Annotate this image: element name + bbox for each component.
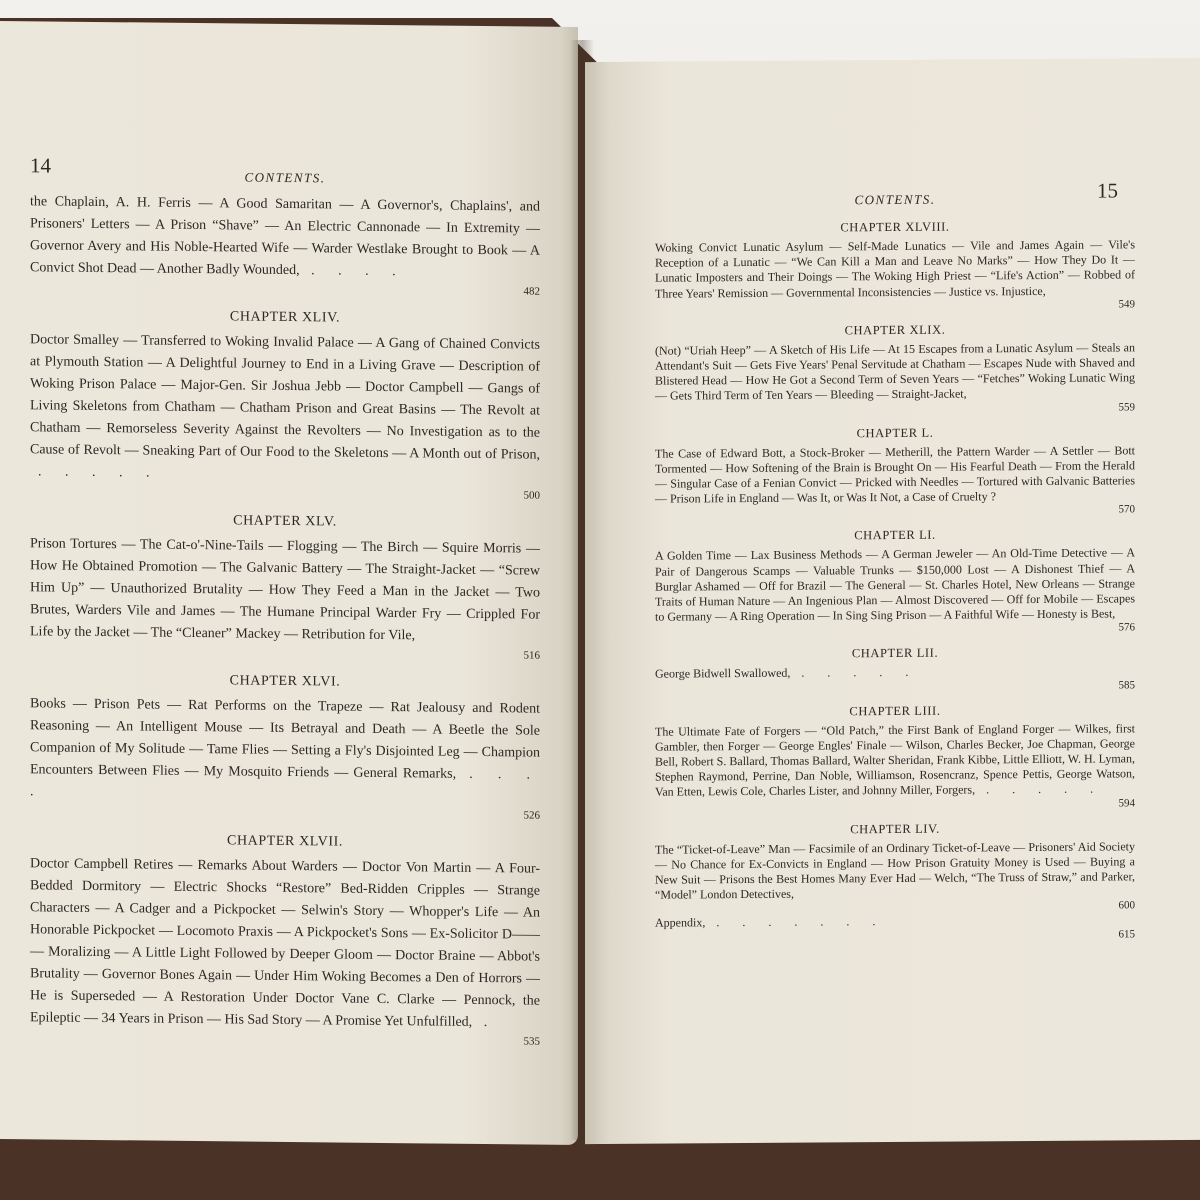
page-number-left: 14 bbox=[30, 153, 51, 178]
entry-text: A Golden Time — Lax Business Methods — A German Jeweler — An Old-Time Detective — A Pair of Dangerous Scamps — Valuable Trunks — $150,000 Lost — A Dishonest Thief — A Burglar Ashamed — Off for Brazil — The General — St. Charles Hotel, New Orleans — Strange Traits of Human Nature — An Ingenious Plan — Almost Discovered — Off for Mobile — Escapes to Germany — A Ring Operation — In Sing Sing Prison — A Faithful Wife — Honesty is Best, bbox=[655, 545, 1135, 624]
entry-text: The Case of Edward Bott, a Stock-Broker — Metherill, the Pattern Warder — A Settler — Bott Tormented — How Softening of the Brain is Brought On — His Fearful Death — From the Herald — Singular Case of a Fenian Convict — Pricked with Needles — Tortured with Galvanic Batteries — Prison Life in England — Was It, or Was It Not, a Case of Cruelty ? bbox=[655, 442, 1135, 506]
left-page bbox=[0, 21, 578, 1145]
entry-text: (Not) “Uriah Heep” — A Sketch of His Life — At 15 Escapes from a Lunatic Asylum — Steals an Attendant's Suit — Gets Five Years' Penal Servitude at Chatham — Escapes Nude with Shaved and Blistered Head — How He Got a Second Term of Seven Years — “Fetches” Woking Lunatic Wing — Gets Third Term of Ten Years — Bleeding — Straight-Jacket, bbox=[655, 340, 1135, 404]
chapter-heading: CHAPTER XLVI. bbox=[229, 673, 341, 690]
chapter-entry bbox=[655, 546, 1135, 625]
leader-dots: . . . . bbox=[30, 766, 541, 800]
chapter-entry bbox=[655, 839, 1135, 903]
right-page-content bbox=[655, 178, 1135, 944]
entry-text: Prison Tortures — The Cat-o'-Nine-Tails — Flogging — The Birch — Squire Morris — How He Obtained Promotion — The Galvanic Battery — The Straight-Jacket — “Screw Him Up” — Unauthorized Brutality — How They Feed a Man in the Jacket — Two Brutes, Warders Vile and James — The Humane Principal Warder Fry — Crippled For Life by the Jacket — The “Cleaner” Mackey — Retribution for Vile, bbox=[30, 536, 540, 644]
chapter-entry bbox=[655, 721, 1135, 800]
entry-page-number: 482 bbox=[523, 285, 540, 298]
entry-page-number: 559 bbox=[1118, 400, 1135, 414]
entry-page-number: 526 bbox=[523, 809, 540, 822]
leader-dots: . bbox=[483, 1015, 498, 1031]
entry-text: The Ultimate Fate of Forgers — “Old Patch,” the First Bank of England Forger — Wilkes, first Gambler, then Forger — George Engles' Finale — Wilson, Charles Becker, Joe Chapman, George Bell, Robert S. Ballard, Thomas Ballard, Walter Sheridan, Frank Kibbe, Little Elliott, W. H. Lyman, Stephen Raymond, Perrine, Dan Noble, Williamson, Rosencranz, Spence Pettis, George Watson, Van Etten, Lewis Cole, Charles Lister, and Johnny Miller, Forgers, bbox=[655, 720, 1135, 800]
entry-text: Books — Prison Pets — Rat Performs on the Trapeze — Rat Jealousy and Rodent Reasoning — An Intelligent Mouse — Its Betrayal and Death — A Beetle the Sole Companion of My Solitude — Tame Flies — Setting a Fly's Disjointed Leg — Champion Encounters Between Flies — My Mosquito Friends — General Remarks, bbox=[30, 696, 540, 782]
chapter-heading: CHAPTER LII. bbox=[851, 646, 939, 661]
running-head-right: CONTENTS. bbox=[854, 191, 936, 208]
entry-page-number: 500 bbox=[523, 489, 540, 502]
chapter-heading: CHAPTER XLIV. bbox=[229, 309, 341, 326]
leader-dots: . . . . . bbox=[38, 464, 160, 481]
entry-text: The “Ticket-of-Leave” Man — Facsimile of an Ordinary Ticket-of-Leave — Prisoners' Aid Society — No Chance for Ex-Convicts in England — How Prison Gratuity Money is Used — Buying a New Suit — Prisons the Best Homes Many Ever Had — Welch, “The Truss of Straw,” and Parker, “Model” London Detectives, bbox=[655, 838, 1135, 902]
entry-page-number: 576 bbox=[1118, 621, 1135, 634]
entry-text: Doctor Smalley — Transferred to Woking Invalid Palace — A Gang of Chained Convicts at Plymouth Station — A Delightful Journey to End in a Living Grave — Description of Woking Prison Palace — Major-Gen. Sir Joshua Jebb — Doctor Campbell — Gangs of Living Skeletons from Chatham — Chatham Prison and Great Basins — The Revolt at Chatham — Remorseless Severity Against the Revolters — No Investigation as to the Cause of Revolt — Sneaking Part of Our Food to the Skeletons — A Month out of Prison, bbox=[30, 332, 540, 463]
entry-page-number: 585 bbox=[1118, 678, 1135, 692]
entry-text: Appendix, bbox=[655, 915, 706, 931]
right-page bbox=[585, 58, 1200, 1144]
entry-page-number: 570 bbox=[1118, 503, 1135, 516]
chapter-heading: CHAPTER LIV. bbox=[850, 821, 940, 836]
chapter-heading: CHAPTER LIII. bbox=[849, 703, 941, 718]
entry-text: Woking Convict Lunatic Asylum — Self-Made Lunatics — Vile and James Again — Vile's Reception of a Lunatic — “We Can Kill a Man and Leave No Marks” — How They Do It — Lunatic Imposters and Their Doings — The Woking High Priest — “Life's Action” — Robbed of Three Years' Remission — Governmental Inconsistencies — Justice vs. Injustice, bbox=[655, 237, 1135, 301]
chapter-heading: CHAPTER L. bbox=[856, 425, 934, 440]
entry-page-number: 594 bbox=[1118, 796, 1135, 810]
chapter-entry bbox=[30, 329, 540, 488]
entry-text: Doctor Campbell Retires — Remarks About Warders — Doctor Von Martin — A Four-Bedded Dormitory — Electric Shocks “Restore” Bed-Ridden Cripples — Strange Characters — A Cadger and a Pickpocket — Selwin's Story — Whopper's Life — An Honorable Pickpocket — Locomoto Praxis — A Pickpocket's Sons — Ex-Solicitor D—— — Moralizing — A Little Light Followed by Deeper Gloom — Doctor Braine — Abbot's Brutality — Governor Bones Again — Under Him Woking Becomes a Den of Horrors — He is Superseded — A Restoration Under Doctor Vane C. Clarke — Pennock, the Epileptic — 34 Years in Prison — His Sad Story — A Promise Yet Unfulfilled, bbox=[30, 856, 540, 1030]
leader-dots: . . . . . bbox=[986, 781, 1104, 797]
entry-page-number: 615 bbox=[1118, 927, 1135, 941]
chapter-heading: CHAPTER XLV. bbox=[233, 513, 337, 530]
chapter-heading: CHAPTER XLIX. bbox=[844, 322, 946, 338]
chapter-heading: CHAPTER XLVIII. bbox=[840, 219, 950, 235]
chapter-heading: CHAPTER LI. bbox=[854, 528, 936, 543]
chapter-entry bbox=[655, 340, 1135, 404]
entry-page-number: 549 bbox=[1118, 298, 1135, 311]
chapter-entry bbox=[30, 853, 540, 1034]
left-page-content bbox=[30, 151, 540, 1048]
entry-text: George Bidwell Swallowed, bbox=[655, 666, 791, 682]
entry-page-number: 516 bbox=[523, 649, 540, 662]
chapter-entry bbox=[30, 533, 540, 648]
entry-text: the Chaplain, A. H. Ferris — A Good Samaritan — A Governor's, Chaplains', and Prisoners' Letters — A Prison “Shave” — An Electric Cannonade — In Extremity — Governor Avery and His Noble-Hearted Wife — Warder Westlake Brought to Book — A Convict Shot Dead — Another Badly Wounded, bbox=[30, 194, 540, 279]
leader-dots: . . . . . bbox=[801, 665, 919, 681]
running-head-left: CONTENTS. bbox=[244, 169, 326, 186]
page-number-right: 15 bbox=[1097, 178, 1118, 203]
chapter-entry bbox=[30, 693, 540, 808]
entry-page-number: 535 bbox=[523, 1035, 540, 1048]
chapter-entry bbox=[655, 237, 1135, 301]
leader-dots: . . . . bbox=[311, 263, 406, 280]
continuation-entry bbox=[30, 191, 540, 284]
leader-dots: . . . . . . . bbox=[716, 914, 886, 930]
chapter-heading: CHAPTER XLVII. bbox=[227, 833, 343, 850]
entry-page-number: 600 bbox=[1118, 899, 1135, 912]
chapter-entry bbox=[655, 443, 1135, 507]
